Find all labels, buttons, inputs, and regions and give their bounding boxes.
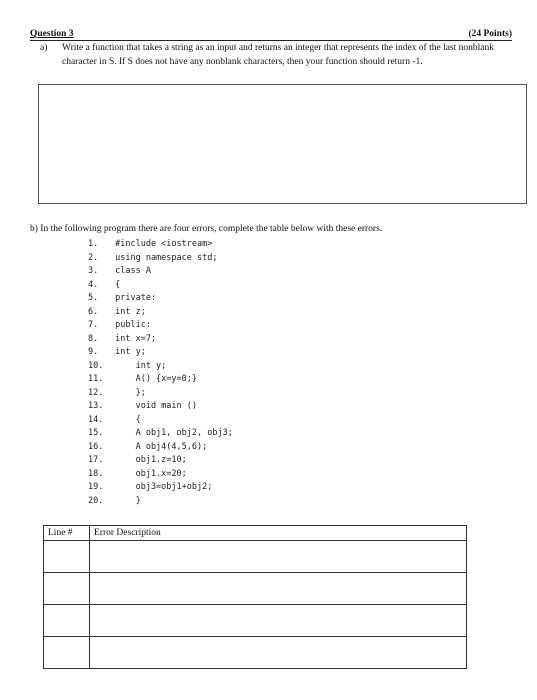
code-line-text: int x=7; bbox=[110, 333, 157, 344]
code-line bbox=[88, 306, 146, 319]
code-line-number: 12. bbox=[88, 387, 104, 398]
code-line bbox=[88, 238, 212, 251]
error-table bbox=[43, 525, 467, 669]
code-line-number: 18. bbox=[88, 468, 104, 479]
table-row bbox=[44, 637, 467, 669]
code-line-text: { bbox=[110, 279, 121, 290]
code-line-number: 17. bbox=[88, 455, 104, 465]
code-line-number: 4. bbox=[88, 279, 99, 290]
code-line-text: private: bbox=[110, 293, 157, 303]
header-line-number: Line # bbox=[44, 526, 90, 541]
code-line-text: void main () bbox=[110, 401, 197, 411]
line-number-cell[interactable] bbox=[44, 573, 90, 605]
table-row bbox=[44, 541, 467, 573]
code-line-text: int y; bbox=[110, 360, 167, 371]
code-line-number: 5. bbox=[88, 293, 99, 303]
code-line-text: #include <iostream> bbox=[110, 239, 213, 249]
code-line-number: 10. bbox=[88, 360, 104, 371]
code-line bbox=[88, 427, 233, 440]
code-line-number: 8. bbox=[88, 333, 99, 344]
code-line-text: using namespace std; bbox=[110, 252, 218, 263]
table-row bbox=[44, 605, 467, 637]
code-line-text: class A bbox=[110, 266, 151, 276]
code-line-number: 7. bbox=[88, 320, 99, 330]
code-line bbox=[88, 373, 197, 386]
code-line-number: 16. bbox=[88, 441, 104, 452]
code-line bbox=[88, 333, 156, 346]
code-line-number: 3. bbox=[88, 266, 99, 276]
code-line-text: int y; bbox=[110, 347, 146, 357]
code-line bbox=[88, 346, 146, 359]
code-line bbox=[88, 414, 141, 427]
code-line bbox=[88, 292, 156, 305]
code-line-text: } bbox=[110, 495, 141, 506]
code-line-number: 6. bbox=[88, 306, 99, 317]
code-line-text: int z; bbox=[110, 306, 146, 317]
question-points: (24 Points) bbox=[468, 29, 512, 39]
error-description-cell[interactable] bbox=[90, 605, 467, 637]
error-description-cell[interactable] bbox=[90, 541, 467, 573]
code-line bbox=[88, 279, 120, 292]
question-title: Question 3 bbox=[30, 29, 74, 39]
code-line-text: A obj4(4,5,6); bbox=[110, 441, 208, 452]
code-line-number: 14. bbox=[88, 414, 104, 425]
code-line bbox=[88, 441, 207, 454]
code-line-text: A obj1, obj2, obj3; bbox=[110, 428, 233, 438]
answer-box[interactable] bbox=[38, 84, 527, 204]
code-line bbox=[88, 360, 166, 373]
header-error-description: Error Description bbox=[90, 526, 467, 541]
line-number-cell[interactable] bbox=[44, 605, 90, 637]
code-line bbox=[88, 495, 141, 508]
code-line-number: 9. bbox=[88, 347, 99, 357]
code-line bbox=[88, 387, 146, 400]
code-line-text: obj3=obj1+obj2; bbox=[110, 482, 213, 492]
code-line bbox=[88, 252, 217, 265]
part-a-text: Write a function that takes a string as an input and returns an integer that represents the index of the last nonblank character in S. If S does not have any nonblank characters, then your function should return -1. bbox=[62, 43, 494, 67]
code-line-number: 19. bbox=[88, 482, 104, 492]
table-row bbox=[44, 573, 467, 605]
table-header-row bbox=[44, 526, 467, 541]
code-line-text: obj1.z=10; bbox=[110, 455, 187, 465]
code-line bbox=[88, 468, 187, 481]
code-line-text: obj1.x=20; bbox=[110, 468, 187, 479]
code-line bbox=[88, 400, 197, 413]
code-line-number: 13. bbox=[88, 401, 104, 411]
part-a-label: a) bbox=[40, 43, 48, 53]
line-number-cell[interactable] bbox=[44, 541, 90, 573]
code-line-text: public: bbox=[110, 320, 151, 330]
code-line-number: 20. bbox=[88, 495, 104, 506]
error-description-cell[interactable] bbox=[90, 573, 467, 605]
part-b-text: b) In the following program there are four errors, complete the table below with these errors. bbox=[30, 224, 383, 234]
question-header bbox=[30, 28, 512, 41]
code-line-text: }; bbox=[110, 387, 146, 398]
error-description-cell[interactable] bbox=[90, 637, 467, 669]
code-line bbox=[88, 265, 151, 278]
code-line bbox=[88, 454, 187, 467]
code-line-number: 1. bbox=[88, 239, 99, 249]
code-line-text: A() {x=y=0;} bbox=[110, 374, 197, 384]
code-line-text: { bbox=[110, 414, 141, 425]
code-line bbox=[88, 319, 151, 332]
code-line bbox=[88, 481, 212, 494]
code-line-number: 15. bbox=[88, 428, 104, 438]
code-line-number: 11. bbox=[88, 374, 104, 384]
code-line-number: 2. bbox=[88, 252, 99, 263]
line-number-cell[interactable] bbox=[44, 637, 90, 669]
